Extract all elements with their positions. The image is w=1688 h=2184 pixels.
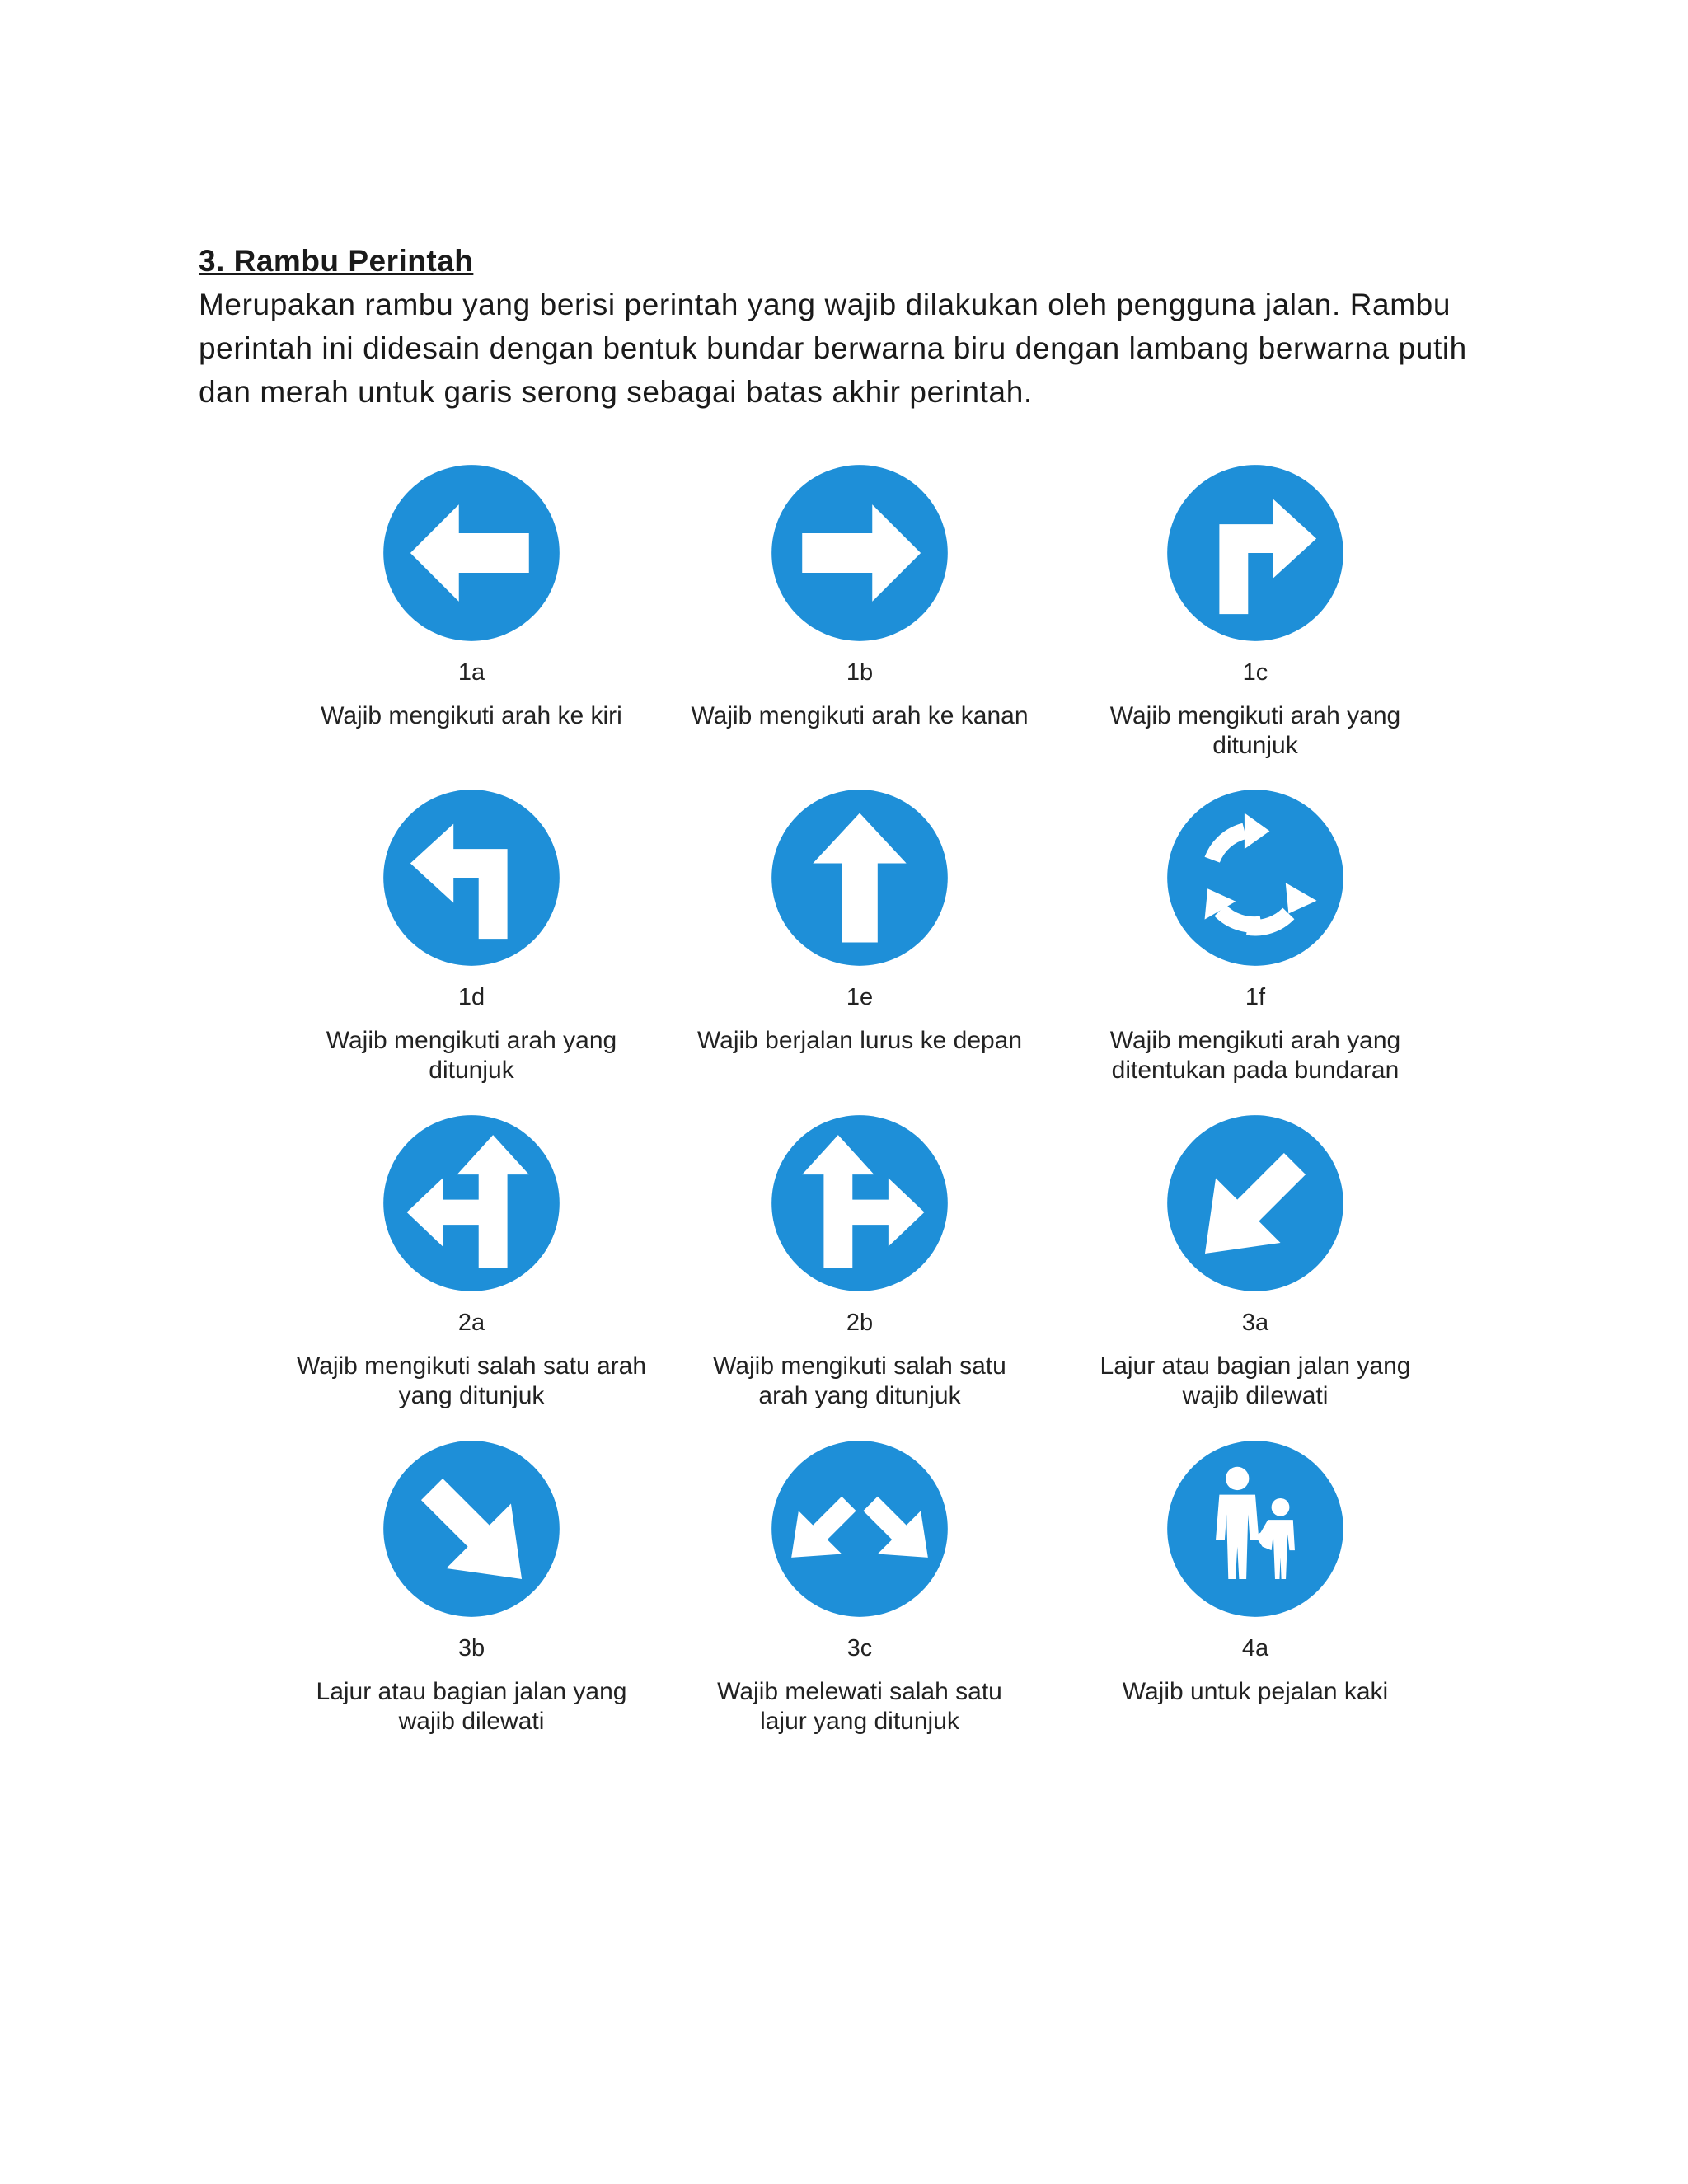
sign-card [666, 463, 1053, 731]
sign-code: 4a [1241, 1635, 1269, 1661]
sign-description: Wajib mengikuti salah satu arah yang ditunjuk [713, 1352, 1006, 1409]
sign-description: Wajib mengikuti arah ke kanan [691, 702, 1029, 729]
sign-card [1062, 1113, 1449, 1411]
section-heading: 3. Rambu Perintah [199, 244, 474, 278]
sign-card [1062, 788, 1449, 1085]
sign-description: Wajib mengikuti salah satu arah yang ditunjuk [296, 1352, 647, 1409]
sign-card [278, 788, 665, 1085]
arrow-up-icon [770, 788, 950, 968]
sign-code: 3b [457, 1635, 485, 1661]
keep-right-icon [382, 1439, 561, 1619]
roundabout-icon [1165, 788, 1345, 968]
straight-or-right-icon [770, 1113, 950, 1293]
sign-description: Lajur atau bagian jalan yang wajib dilewati [1100, 1352, 1411, 1409]
sign-card [666, 788, 1053, 1056]
turn-right-icon [1165, 463, 1345, 643]
sign-card [278, 463, 665, 731]
turn-left-icon [382, 788, 561, 968]
arrow-right-icon [770, 463, 950, 643]
sign-description: Wajib mengikuti arah ke kiri [321, 702, 622, 729]
sign-description: Wajib berjalan lurus ke depan [696, 1027, 1023, 1054]
sign-card [1062, 463, 1449, 761]
sign-description: Wajib melewati salah satu lajur yang ditunjuk [717, 1678, 1002, 1735]
straight-or-left-icon [382, 1113, 561, 1293]
sign-description: Wajib mengikuti arah yang ditunjuk [326, 1027, 617, 1084]
sign-code: 1a [457, 659, 485, 686]
sign-description: Lajur atau bagian jalan yang wajib dilewati [316, 1678, 627, 1735]
sign-code: 3c [846, 1635, 873, 1661]
sign-code: 1d [457, 984, 485, 1010]
sign-code: 3a [1241, 1310, 1269, 1336]
intro-line: perintah ini didesain dengan bentuk bundar berwarna biru dengan lambang berwarna putih [199, 331, 1467, 365]
sign-code: 1c [1242, 659, 1268, 686]
sign-card [666, 1113, 1053, 1411]
sign-code: 2a [457, 1310, 485, 1336]
sign-code: 1b [846, 659, 874, 686]
pedestrian-icon [1165, 1439, 1345, 1619]
intro-line: Merupakan rambu yang berisi perintah yang wajib dilakukan oleh pengguna jalan. Rambu [199, 288, 1451, 321]
keep-left-icon [1165, 1113, 1345, 1293]
sign-description: Wajib mengikuti arah yang ditunjuk [1109, 702, 1401, 759]
sign-code: 1f [1245, 984, 1266, 1010]
pass-either-side-icon [770, 1439, 950, 1619]
sign-card [1062, 1439, 1449, 1707]
sign-code: 1e [846, 984, 874, 1010]
sign-card [278, 1113, 665, 1411]
sign-card [666, 1439, 1053, 1736]
sign-code: 2b [846, 1310, 874, 1336]
intro-line: dan merah untuk garis serong sebagai batas akhir perintah. [199, 375, 1033, 409]
sign-card [278, 1439, 665, 1736]
sign-description: Wajib mengikuti arah yang ditentukan pada bundaran [1109, 1027, 1401, 1084]
sign-description: Wajib untuk pejalan kaki [1122, 1678, 1389, 1705]
arrow-left-icon [382, 463, 561, 643]
